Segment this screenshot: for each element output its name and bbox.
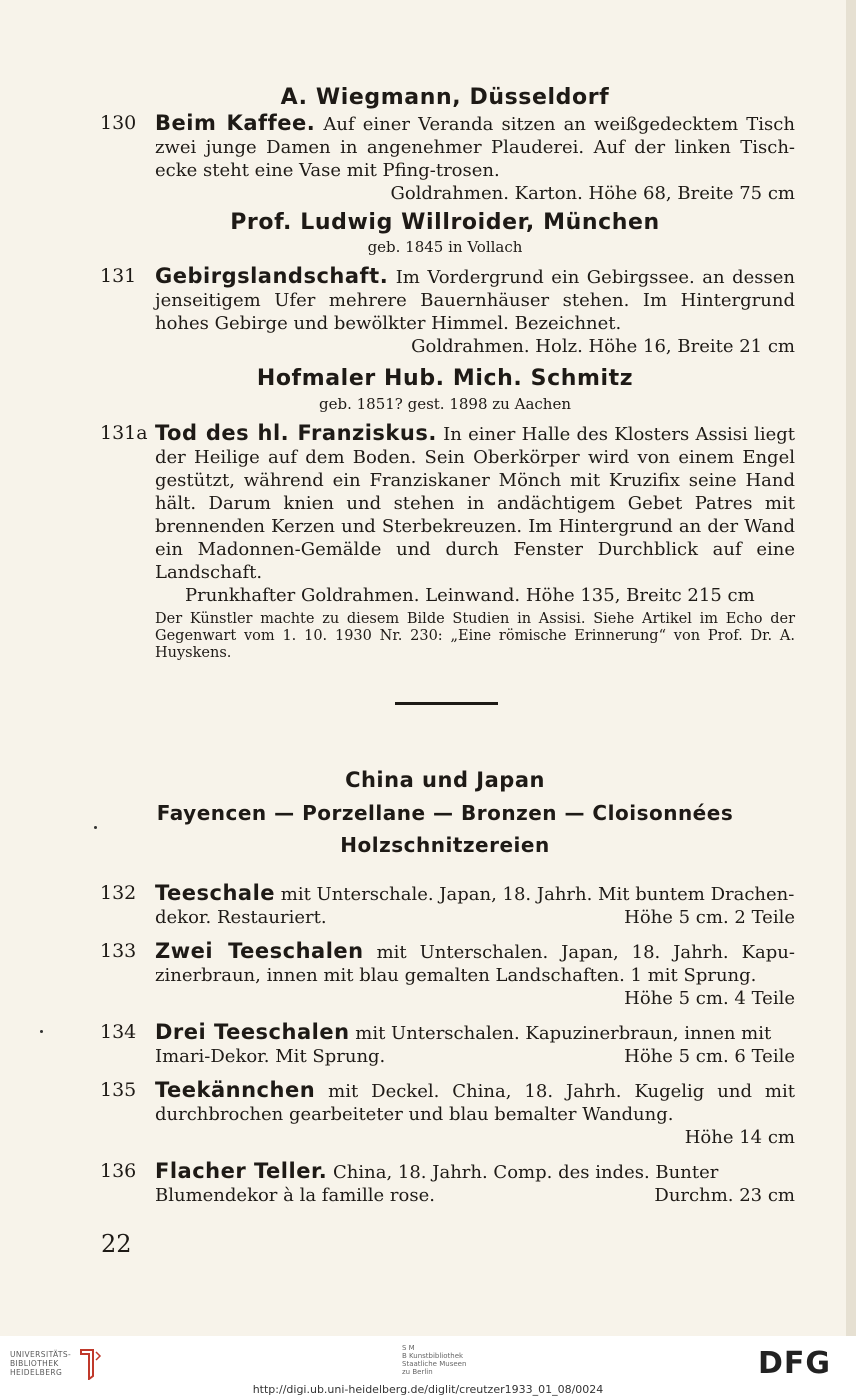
entry-title: Gebirgslandschaft. — [155, 264, 389, 288]
entry-description: mit Unterschalen. Japan, 18. Jahrh. Kapu-zinerbraun, innen mit blau gemalten Landschaften. 1 mit Sprung. — [155, 942, 795, 986]
page-number: 22 — [101, 1230, 132, 1258]
entry-details: Höhe 5 cm. 6 Teile — [624, 1046, 795, 1067]
catalog-entry-133 — [100, 940, 800, 1010]
entry-note: Der Künstler machte zu diesem Bilde Studien in Assisi. Siehe Artikel im Echo der Gegenwart vom 1. 10. 1930 Nr. 230: „Eine römische Erinnerung“ von Prof. Dr. A. Huyskens. — [155, 611, 795, 661]
artist-life-willroider: geb. 1845 in Vollach — [367, 238, 523, 256]
entry-details: Durchm. 23 cm — [654, 1185, 795, 1206]
smb-label — [402, 1344, 466, 1376]
section-heading-china-japan: China und Japan — [345, 768, 545, 792]
entry-title: Zwei Teeschalen — [155, 939, 364, 963]
entry-title: Tod des hl. Franziskus. — [155, 421, 437, 445]
page-url-link[interactable]: http://digi.ub.uni-heidelberg.de/diglit/creutzer1933_01_08/0024 — [252, 1383, 604, 1396]
smb-line: zu Berlin — [402, 1368, 433, 1376]
scan-speck — [40, 1030, 43, 1033]
entry-text — [155, 1021, 795, 1045]
entry-description: China, 18. Jahrh. Comp. des indes. Bunter — [333, 1162, 719, 1183]
university-logo-icon — [78, 1346, 102, 1380]
entry-details: Prunkhafter Goldrahmen. Leinwand. Höhe 135, Breitc 215 cm — [185, 585, 755, 606]
entry-description: mit Unterschalen. Kapuzinerbraun, innen mit — [355, 1023, 772, 1044]
entry-description: mit Deckel. China, 18. Jahrh. Kugelig und mit durchbrochen gearbeiteter und blau bemalter Wandung. — [155, 1081, 795, 1125]
library-line: HEIDELBERG — [10, 1368, 63, 1377]
page-edge — [846, 0, 856, 1336]
catalog-entry-135 — [100, 1079, 800, 1149]
catalog-entry-132 — [100, 882, 800, 929]
artist-heading-wiegmann: A. Wiegmann, Düsseldorf — [280, 85, 610, 110]
entry-title: Flacher Teller. — [155, 1159, 328, 1183]
smb-line: Staatliche Museen — [402, 1360, 467, 1368]
smb-line: S M — [402, 1344, 415, 1352]
catalog-entry-130 — [100, 112, 800, 205]
entry-number: 130 — [100, 112, 137, 134]
catalog-entry-131 — [100, 265, 800, 358]
entry-description: Im Vordergrund ein Gebirgssee. an dessen jenseitigem Ufer mehrere Bauernhäuser stehen. Im Hintergrund hohes Gebirge und bewölkter Himmel. Bezeichnet. — [155, 267, 795, 334]
entry-details-row — [155, 1045, 795, 1068]
entry-title: Teekännchen — [155, 1078, 316, 1102]
entry-description: mit Unterschale. Japan, 18. Jahrh. Mit buntem Drachen- — [280, 884, 795, 905]
entry-description-cont: Imari-Dekor. Mit Sprung. — [155, 1046, 386, 1067]
entry-text — [155, 422, 795, 584]
entry-description: Auf einer Veranda sitzen an weißgedecktem Tisch zwei junge Damen in angenehmer Plauderei. Auf der linken Tisch-ecke steht eine Vase mit Pfing-trosen. — [155, 114, 795, 181]
entry-title: Teeschale — [155, 881, 276, 905]
artist-heading-willroider: Prof. Ludwig Willroider, München — [230, 210, 660, 235]
entry-details: Höhe 14 cm — [684, 1127, 795, 1148]
viewer-footer — [0, 1336, 856, 1397]
entry-details-row — [155, 1184, 795, 1207]
entry-description: In einer Halle des Klosters Assisi liegt der Heilige auf dem Boden. Sein Oberkörper wird von einem Engel gestützt, während ein Franziskaner Mönch mit Kruzifix seine Hand hält. Darum knien und stehen in andächtigem Gebet Patres mit brennenden Kerzen und Sterbekreuzen. Im Hintergrund an der Wand ein Madonnen-Gemälde und durch Fenster Durchblick auf eine Landschaft. — [155, 424, 795, 583]
entry-details-row — [155, 906, 795, 929]
entry-title: Beim Kaffee. — [155, 111, 316, 135]
catalog-entry-134 — [100, 1021, 800, 1068]
entry-number: 136 — [100, 1160, 137, 1182]
entry-description-cont: Blumendekor à la famille rose. — [155, 1185, 435, 1206]
entry-title: Drei Teeschalen — [155, 1020, 350, 1044]
entry-text — [155, 940, 795, 987]
library-line: UNIVERSITÄTS- — [10, 1350, 72, 1359]
entry-details: Höhe 5 cm. 4 Teile — [624, 988, 795, 1009]
university-library-label — [10, 1350, 71, 1377]
section-divider — [395, 702, 498, 705]
catalog-entry-131a — [100, 422, 800, 662]
entry-text — [155, 265, 795, 335]
section-heading-categories: Fayencen — Porzellane — Bronzen — Cloisonnées — [156, 801, 734, 825]
entry-description-cont: dekor. Restauriert. — [155, 907, 327, 928]
entry-number: 132 — [100, 882, 137, 904]
entry-details: Goldrahmen. Karton. Höhe 68, Breite 75 cm — [390, 183, 795, 204]
entry-text — [155, 112, 795, 182]
catalog-entry-136 — [100, 1160, 800, 1207]
entry-number: 131 — [100, 265, 137, 287]
entry-number: 133 — [100, 940, 137, 962]
entry-number: 135 — [100, 1079, 137, 1101]
entry-details: Höhe 5 cm. 2 Teile — [624, 907, 795, 928]
scan-speck — [94, 826, 97, 829]
dfg-logo: DFG — [758, 1346, 832, 1381]
entry-text — [155, 882, 795, 906]
entry-details: Goldrahmen. Holz. Höhe 16, Breite 21 cm — [411, 336, 795, 357]
entry-number: 134 — [100, 1021, 137, 1043]
section-heading-woodcarvings: Holzschnitzereien — [340, 833, 550, 857]
entry-text — [155, 1079, 795, 1126]
entry-text — [155, 1160, 795, 1184]
artist-heading-schmitz: Hofmaler Hub. Mich. Schmitz — [256, 366, 634, 391]
artist-life-schmitz: geb. 1851? gest. 1898 zu Aachen — [319, 395, 571, 413]
library-line: BIBLIOTHEK — [10, 1359, 59, 1368]
smb-line: B Kunstbibliothek — [402, 1352, 464, 1360]
entry-number: 131a — [100, 422, 148, 444]
